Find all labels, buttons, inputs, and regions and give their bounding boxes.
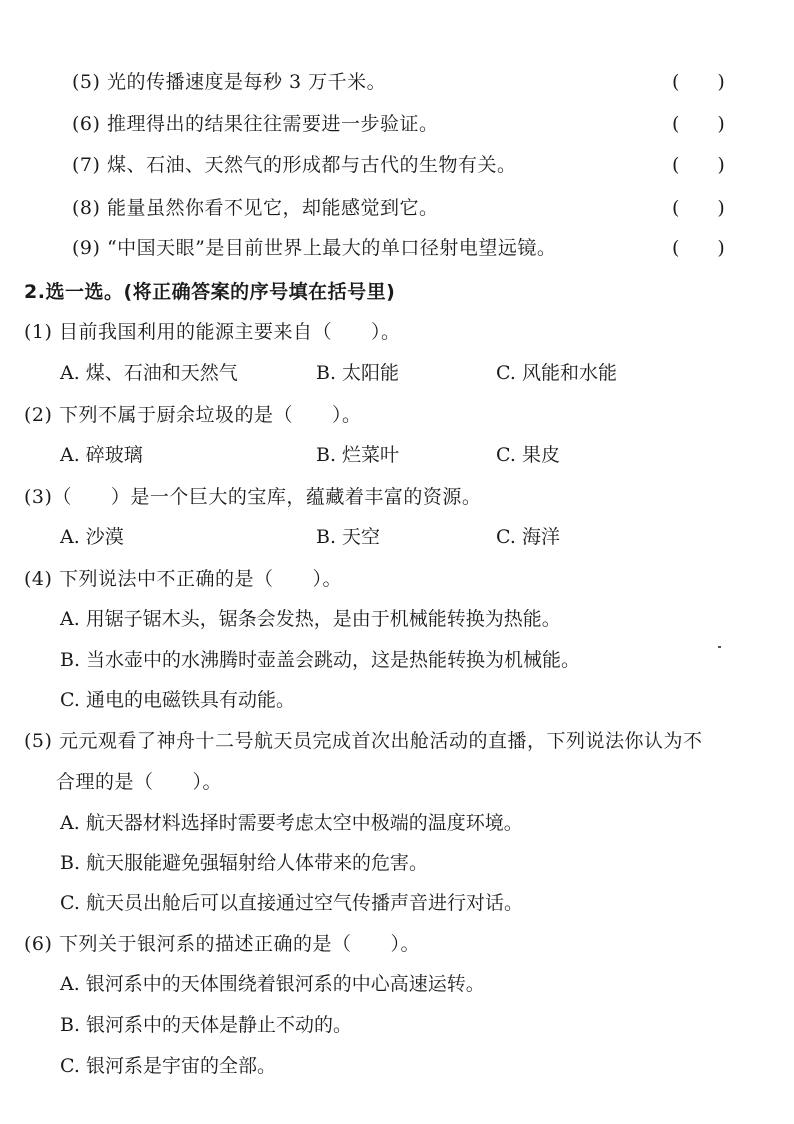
choice-3-option-c[interactable]: C. 海洋 bbox=[496, 526, 560, 548]
choice-5-option-c[interactable]: C. 航天员出舱后可以直接通过空气传播声音进行对话。 bbox=[60, 892, 523, 914]
judge-item-7: (7) 煤、石油、天然气的形成都与古代的生物有关。 bbox=[72, 154, 517, 176]
section-heading-choice: 2.选一选。(将正确答案的序号填在括号里) bbox=[24, 281, 396, 303]
choice-question-2: (2) 下列不属于厨余垃圾的是（ ）。 bbox=[24, 404, 362, 426]
choice-5-option-a[interactable]: A. 航天器材料选择时需要考虑太空中极端的温度环境。 bbox=[60, 812, 523, 834]
choice-question-5: (5) 元元观看了神舟十二号航天员完成首次出舱活动的直播，下列说法你认为不 bbox=[24, 730, 703, 752]
choice-1-option-b[interactable]: B. 太阳能 bbox=[316, 362, 400, 384]
choice-5-option-b[interactable]: B. 航天服能避免强辐射给人体带来的危害。 bbox=[60, 852, 429, 874]
choice-6-option-b[interactable]: B. 银河系中的天体是静止不动的。 bbox=[60, 1014, 353, 1036]
judge-item-8: (8) 能量虽然你看不见它，却能感觉到它。 bbox=[72, 197, 439, 219]
choice-question-4: (4) 下列说法中不正确的是（ ）。 bbox=[24, 568, 342, 590]
stray-mark bbox=[718, 646, 721, 648]
judge-answer-bracket-7[interactable]: ( ) bbox=[672, 154, 725, 176]
judge-item-9: (9) “中国天眼”是目前世界上最大的单口径射电望远镜。 bbox=[72, 237, 557, 259]
judge-item-6: (6) 推理得出的结果往往需要进一步验证。 bbox=[72, 113, 439, 135]
judge-answer-bracket-8[interactable]: ( ) bbox=[672, 197, 725, 219]
choice-question-6: (6) 下列关于银河系的描述正确的是（ ）。 bbox=[24, 933, 420, 955]
choice-2-option-b[interactable]: B. 烂菜叶 bbox=[316, 444, 400, 466]
choice-3-option-b[interactable]: B. 天空 bbox=[316, 526, 381, 548]
choice-4-option-c[interactable]: C. 通电的电磁铁具有动能。 bbox=[60, 689, 295, 711]
choice-4-option-b[interactable]: B. 当水壶中的水沸腾时壶盖会跳动，这是热能转换为机械能。 bbox=[60, 649, 581, 671]
judge-item-5: (5) 光的传播速度是每秒 3 万千米。 bbox=[72, 71, 387, 93]
choice-question-3: (3)（ ）是一个巨大的宝库，蕴藏着丰富的资源。 bbox=[24, 486, 482, 508]
choice-1-option-c[interactable]: C. 风能和水能 bbox=[496, 362, 617, 384]
choice-2-option-a[interactable]: A. 碎玻璃 bbox=[60, 444, 143, 466]
choice-question-1: (1) 目前我国利用的能源主要来自（ ）。 bbox=[24, 321, 401, 343]
judge-answer-bracket-9[interactable]: ( ) bbox=[672, 237, 725, 259]
choice-2-option-c[interactable]: C. 果皮 bbox=[496, 444, 560, 466]
choice-6-option-c[interactable]: C. 银河系是宇宙的全部。 bbox=[60, 1055, 276, 1077]
choice-question-5-continued: 合理的是（ ）。 bbox=[56, 771, 223, 793]
judge-answer-bracket-6[interactable]: ( ) bbox=[672, 113, 725, 135]
choice-3-option-a[interactable]: A. 沙漠 bbox=[60, 526, 124, 548]
choice-1-option-a[interactable]: A. 煤、石油和天然气 bbox=[60, 362, 238, 384]
choice-4-option-a[interactable]: A. 用锯子锯木头，锯条会发热，是由于机械能转换为热能。 bbox=[60, 608, 561, 630]
choice-6-option-a[interactable]: A. 银河系中的天体围绕着银河系的中心高速运转。 bbox=[60, 973, 485, 995]
judge-answer-bracket-5[interactable]: ( ) bbox=[672, 71, 725, 93]
